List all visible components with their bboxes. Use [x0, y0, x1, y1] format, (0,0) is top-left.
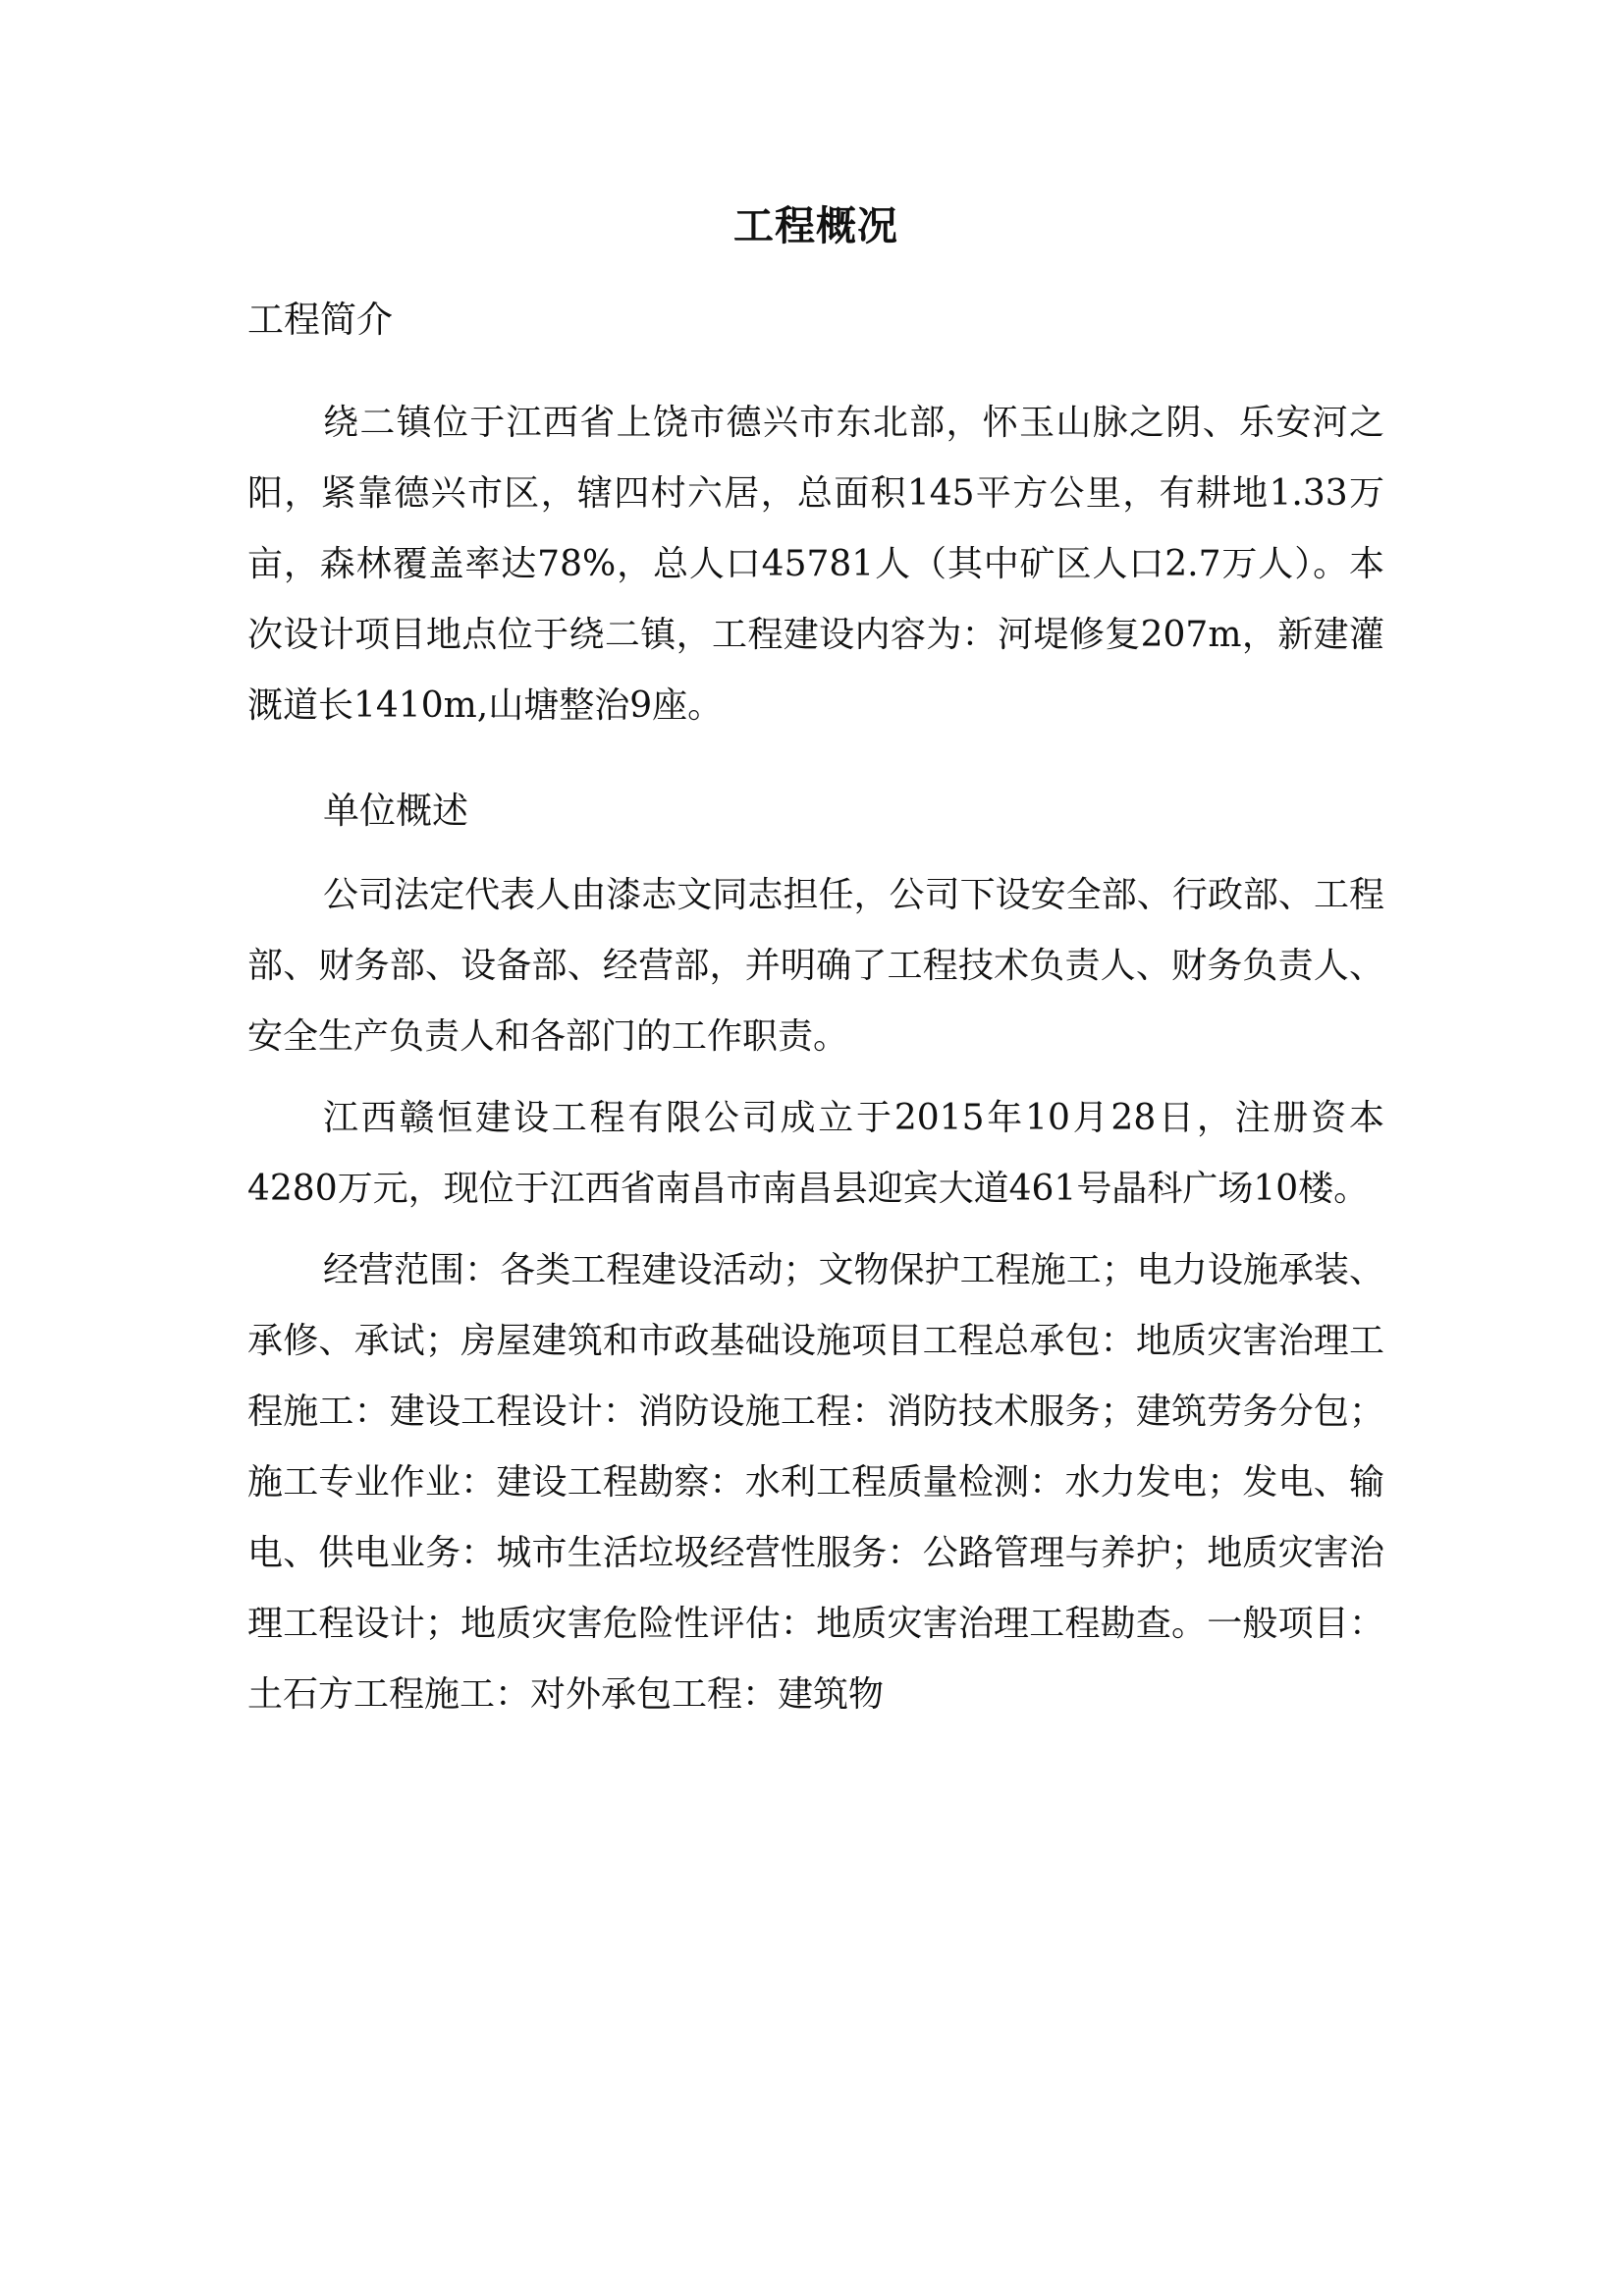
document-content	[247, 196, 1384, 1730]
section-heading-project-intro: 工程简介	[247, 299, 393, 341]
business-scope-paragraph: 经营范围：各类工程建设活动；文物保护工程施工；电力设施承装、承修、承试；房屋建筑和市政基础设施项目工程总承包：地质灾害治理工程施工：建设工程设计：消防设施工程：消防技术服务；建筑劳务分包；施工专业作业：建设工程勘察：水利工程质量检测：水力发电；发电、输电、供电业务：城市生活垃圾经营性服务：公路管理与养护；地质灾害治理工程设计；地质灾害危险性评估：地质灾害治理工程勘查。一般项目：土石方工程施工：对外承包工程：建筑物	[247, 1250, 1384, 1715]
section-heading-company-overview: 单位概述	[323, 790, 468, 832]
company-structure-paragraph: 公司法定代表人由漆志文同志担任，公司下设安全部、行政部、工程部、财务部、设备部、经营部，并明确了工程技术负责人、财务负责人、安全生产负责人和各部门的工作职责。	[247, 875, 1384, 1057]
company-registration-paragraph: 江西赣恒建设工程有限公司成立于2015年10月28日，注册资本4280万元，现位于江西省南昌市南昌县迎宾大道461号晶科广场10楼。	[247, 1098, 1384, 1209]
document-title: 工程概况	[733, 202, 898, 249]
project-intro-paragraph: 绕二镇位于江西省上饶市德兴市东北部，怀玉山脉之阴、乐安河之阳，紧靠德兴市区，辖四村六居，总面积145平方公里，有耕地1.33万亩，森林覆盖率达78%，总人口45781人（其中矿区人口2.7万人）。本次设计项目地点位于绕二镇，工程建设内容为：河堤修复207m，新建灌溉道长1410m,山塘整治9座。	[247, 403, 1384, 726]
